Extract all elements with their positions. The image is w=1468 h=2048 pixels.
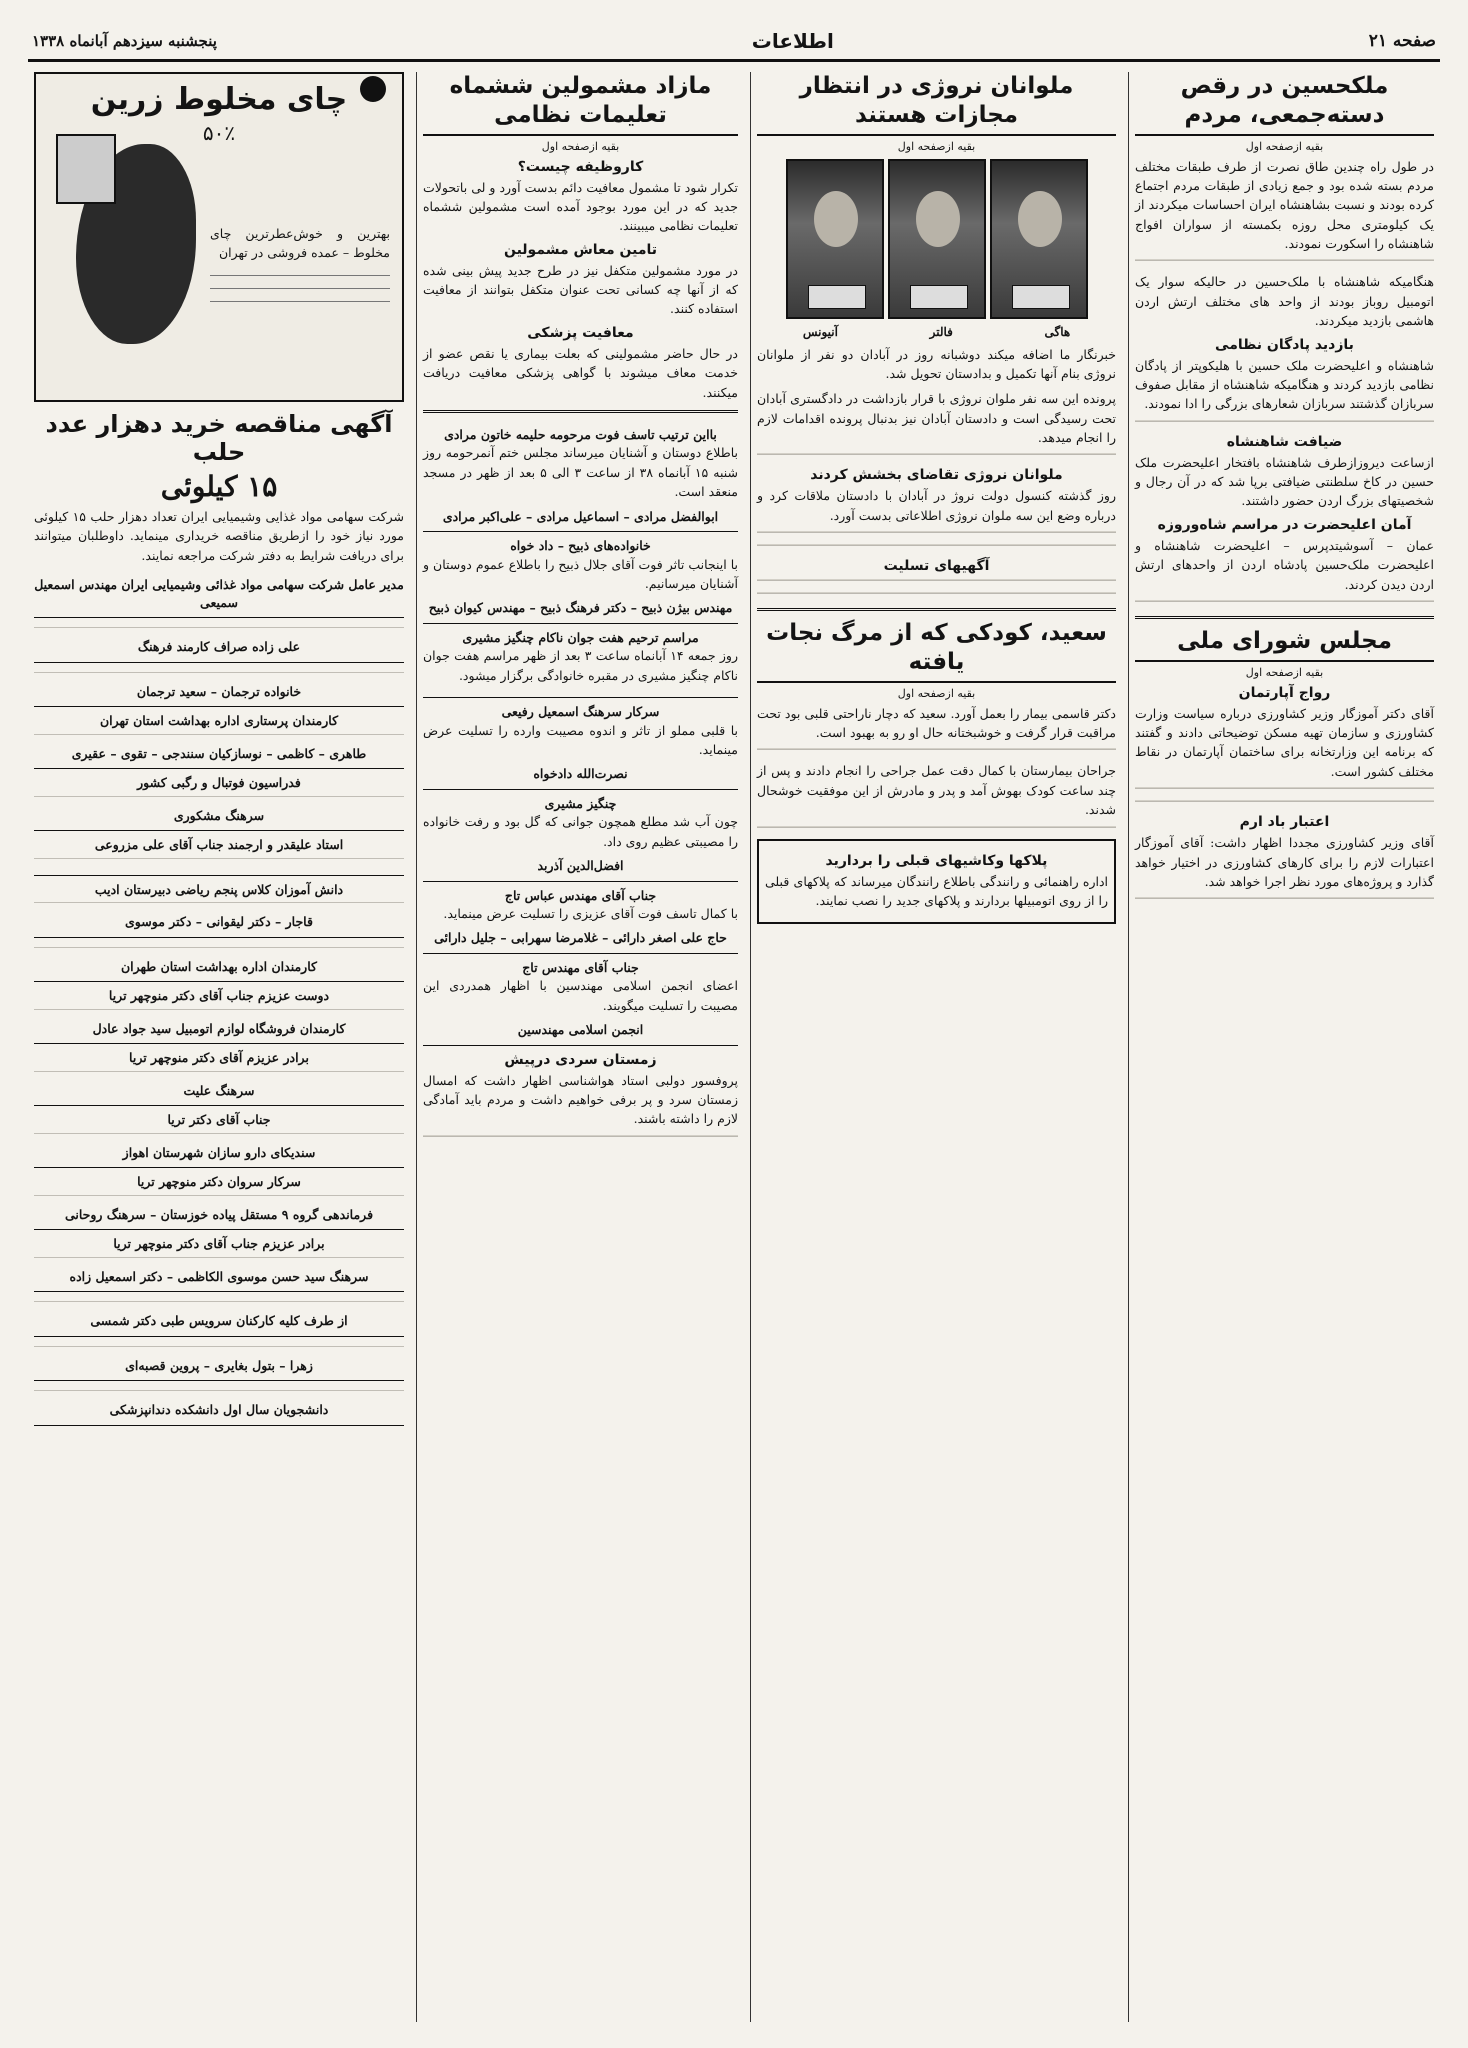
condolence-signature: سرکار سروان دکتر منوچهر تریا [137, 1174, 301, 1190]
article-paragraph: در مورد مشمولین متکفل نیز در طرح جدید پیش بینی شده که از آنها چه کسانی تحت عنوان متکفل بتوانند از معافیت استفاده کنند. [423, 262, 738, 317]
condolence-signature: سرهنگ علیت [183, 1082, 255, 1098]
notice-title: مراسم ترحیم هفت جوان ناکام چنگیز مشیری [462, 629, 699, 645]
subheading: آگهیهای تسلیت [883, 558, 990, 575]
condolence-notice [423, 624, 738, 698]
column-ads [28, 72, 410, 2022]
text-lines [1135, 259, 1434, 267]
article-paragraph: ازساعت دیروزازطرف شاهنشاه بافتخار اعلیحضرت ملک حسین در کاخ سلطنتی ضیافتی برپا شد که در آن رجال و شخصیتهای بزرگ اردن حضور داشتند. [1135, 454, 1434, 509]
notice-signature: ابوالفضل مرادی – اسماعیل مرادی – علی‌اکبر مرادی [442, 508, 719, 524]
article-paragraph: آقای وزیر کشاورزی مجددا اظهار داشت: آقای آموزگار اعتبارات لازم را برای کارهای کشاورزی در اختیار خواهد گذارد و پروژه‌های مورد نظر اجرا خواهد شد. [1135, 835, 1434, 889]
notice-signature: نصرت‌الله دادخواه [533, 766, 628, 782]
subheading: بازدید پادگان نظامی [1215, 336, 1354, 353]
notice-signature: افضل‌الدین آذربد [537, 858, 624, 873]
notice-title: جناب آقای مهندس تاج [522, 959, 639, 975]
text-lines [757, 453, 1116, 461]
condolence-item [34, 1044, 404, 1106]
condolence-item [34, 1292, 404, 1337]
article-paragraph: آقای دکتر آموزگار وزیر کشاورزی درباره سیاست وزارت کشاورزی و سازمان تهیه مسکن توضیحاتی دادند و گفتند که برنامه این وزارتخانه برای ساختمان آپارتمان در نقاط مختلف کشور است. [1135, 705, 1434, 779]
subheading: رواج آپارتمان [1238, 684, 1331, 701]
text-lines [1135, 420, 1434, 428]
notice-text: با اینجانب تاثر فوت آقای جلال ذبیح را باطلاع عموم دوستان و آشنایان میرسانیم. [423, 556, 738, 591]
photo-caption: هاگی [1044, 324, 1071, 339]
condolence-item [34, 938, 404, 983]
tender-signature: مدیر عامل شرکت سهامی مواد غذائی وشیمیایی ایران مهندس اسمعیل سمیعی [34, 577, 404, 610]
condolence-item [34, 618, 404, 663]
condolence-signature: علی زاده صراف کارمند فرهنگ [137, 639, 301, 655]
notice-title: چنگیز مشیری [544, 795, 617, 811]
box-title: پلاکها وکاشیهای قبلی را بردارید [825, 852, 1048, 869]
article-paragraph: پروفسور دولبی استاد هواشناسی اظهار داشت که امسال زمستان سرد و پر برفی خواهیم داشت و مردم باید آمادگی لازم را داشته باشند. [423, 1072, 738, 1127]
continued-label: بقیه ازصفحه اول [1245, 665, 1324, 679]
ad-text: بهترین و خوش‌عطرترین چای مخلوط – عمده فروشی در تهران [210, 226, 390, 261]
notice-text: روز جمعه ۱۴ آبانماه ساعت ۳ بعد از ظهر مراسم هفت جوان ناکام چنگیز مشیری در مقبره خانوادگی برگزار میشود. [423, 648, 739, 683]
condolence-signature: طاهری – کاظمی – نوسازکیان سنندجی – تقوی – عقیری [71, 745, 367, 761]
condolence-signature: سندیکای دارو سازان شهرستان اهواز [122, 1144, 316, 1160]
condolence-item [34, 876, 404, 938]
condolence-item [34, 1168, 404, 1230]
mugshot-photo [888, 159, 986, 319]
continued-label: بقیه ازصفحه اول [541, 139, 620, 153]
column-military-conscripts [416, 72, 744, 2022]
mugshot-photo [990, 159, 1088, 319]
condolence-item [34, 663, 404, 708]
column-hussein-parliament [1128, 72, 1440, 2022]
headline-parliament: مجلس شورای ملی [1135, 627, 1434, 662]
article-paragraph: هنگامیکه شاهنشاه با ملک‌حسین در حالیکه سوار یک اتومبیل روباز بودند از واحد های مختلف ارتش اردن هاشمی بازدید میکردند. [1135, 274, 1434, 329]
ad-text-block [210, 224, 390, 302]
article-paragraph: عمان – آسوشیتدپرس – اعلیحضرت شاهنشاه و اعلیحضرت ملک‌حسین پادشاه اردن از واحدهای ارتش اردن دیدن کردند. [1135, 537, 1434, 592]
continued-label: بقیه ازصفحه اول [897, 686, 976, 700]
condolence-signature: استاد علیقدر و ارجمند جناب آقای علی مزروعی [94, 837, 344, 853]
condolence-signature: برادر عزیزم آقای دکتر منوچهر تریا [129, 1050, 309, 1066]
headline-hussein: ملکحسین در رقص دسته‌جمعی، مردم [1135, 72, 1434, 136]
article-paragraph: شاهنشاه و اعلیحضرت ملک حسین با هلیکوپتر از پادگان نظامی بازدید کردند و هنگامیکه شاهنشاه از مقابل صفوف سربازان گذشتند سربازان شعارهای بزرگی را ادا نمودند. [1135, 357, 1434, 412]
page-number: صفحه ۲۱ [1368, 30, 1436, 51]
condolence-signature: دوست عزیزم جناب آقای دکتر منوچهر تریا [108, 988, 330, 1004]
condolence-signature: از طرف کلیه کارکنان سرویس طبی دکتر شمسی [90, 1313, 348, 1329]
notice-text: چون آب شد مطلع همچون جوانی که گل بود و رفت خانواده را مصیبتی عظیم روی داد. [423, 814, 738, 849]
condolence-signature: سرهنگ مشکوری [173, 807, 265, 823]
notice-text: باطلاع دوستان و آشنایان میرساند مجلس ختم آنمرحومه روز شنبه ۱۵ آبانماه ۳۸ از ساعت ۳ الی ۵ بعد از ظهر در مسجد منعقد است. [423, 445, 738, 500]
notice-signature: حاج علی اصغر دارائی – غلامرضا سهرابی – جلیل دارائی [434, 930, 727, 946]
newspaper-page [28, 22, 1440, 2026]
text-lines [1135, 787, 1434, 795]
condolence-notice [423, 882, 738, 954]
notice-text: با کمال تاسف فوت آقای عزیزی را تسلیت عرض مینماید. [443, 906, 738, 921]
notice-signature: مهندس بیژن ذبیح – دکتر فرهنگ ذبیح – مهندس کیوان ذبیح [428, 600, 733, 616]
condolence-signature: فدراسیون فوتبال و رگبی کشور [137, 775, 301, 791]
divider [1135, 616, 1434, 619]
article-paragraph: جراحان بیمارستان با کمال دقت عمل جراحی را انجام دادند و پس از چند ساعت کودک بهوش آمد و پدر و مادرش از این موفقیت خوشحال شدند. [757, 763, 1116, 818]
text-lines [423, 1135, 738, 1143]
condolence-item [34, 707, 404, 769]
notice-signature: انجمن اسلامی مهندسین [517, 1022, 644, 1038]
notice-text: با قلبی مملو از تاثر و اندوه مصیبت وارده را تسلیت عرض مینماید. [423, 722, 738, 757]
condolence-notice [423, 532, 738, 624]
text-lines [757, 544, 1116, 552]
ad-percent: ۵۰٪ [202, 121, 236, 145]
box-text: اداره راهنمائی و رانندگی باطلاع رانندگان میرساند که پلاکهای قبلی را از روی اتومبیلها بردارند و پلاکهای جدید را نصب نمایند. [765, 873, 1108, 908]
text-lines [757, 531, 1116, 539]
article-paragraph: در طول راه چندین طاق نصرت از طرف طبقات مختلف مردم بسته شده بود و جمع زیادی از طبقات مردم اجتماع کرده بودند و نسبت بشاهنشاه ایران احساسات میکردند از یک کیلومتری محل روزه بکمسته از سواران افواج شاهنشاه را اسکورت نمودند. [1135, 158, 1434, 251]
condolence-item [34, 831, 404, 876]
text-lines [1135, 897, 1434, 905]
headline-sailors: ملوانان نروژی در انتظار مجازات هستند [757, 72, 1116, 136]
photo-caption: فالتر [929, 324, 953, 339]
condolence-signature: سرهنگ سید حسن موسوی الکاظمی – دکتر اسمعیل زاده [69, 1268, 369, 1284]
condolence-notice [423, 698, 738, 790]
condolence-signature: کارمندان اداره بهداشت استان طهران [121, 958, 317, 974]
article-paragraph: خبرنگار ما اضافه میکند دوشبانه روز در آبادان دو نفر از ملوانان نروژی بنام آنها تکمیل و بدادستان تحویل شد. [757, 346, 1116, 381]
headline-saeed: سعید، کودکی که از مرگ نجات یافته [757, 619, 1116, 683]
condolence-item [34, 982, 404, 1044]
condolence-notice [423, 790, 738, 882]
publication-name: اطلاعات [751, 28, 834, 53]
headline-conscripts: مازاد مشمولین ششماه تعلیمات نظامی [423, 72, 738, 136]
condolence-notice [423, 954, 738, 1046]
subheading: زمستان سردی درپیش [504, 1051, 657, 1068]
condolence-item [34, 1230, 404, 1292]
text-lines [1135, 600, 1434, 608]
condolence-signature: کارمندان پرستاری اداره بهداشت استان تهران [99, 713, 339, 729]
divider [423, 410, 738, 413]
notice-title: خانواده‌های ذبیح – داد خواه [510, 538, 651, 553]
mugshot-photos [757, 159, 1116, 319]
notice-title: جناب آقای مهندس عباس تاج [504, 887, 657, 903]
article-paragraph: دکتر قاسمی بیمار را بعمل آورد. سعید که دچار ناراحتی قلبی بود تحت مراقبت قرار گرفت و خوشبختانه حال او رو به بهبود است. [757, 705, 1116, 740]
condolence-item [34, 1337, 404, 1382]
condolence-signature: دانش آموزان کلاس پنجم ریاضی دبیرستان ادیب [94, 881, 344, 897]
text-lines [757, 579, 1116, 587]
subheading: آمان اعلیحضرت در مراسم شاه‌وروزه [1157, 516, 1412, 533]
tea-advertisement [34, 72, 404, 402]
tender-text: شرکت سهامی مواد غذایی وشیمیایی ایران تعداد دهزار حلب ۱۵ کیلوئی مورد نیاز خود را ازطریق مناقصه خریداری مینماید. داوطلبان میتوانند برای دریافت شرایط به دفتر شرکت مراجعه نمایند. [34, 509, 404, 563]
condolence-signature: کارمندان فروشگاه لوازم اتومبیل سید جواد عادل [92, 1020, 346, 1036]
text-lines [1135, 800, 1434, 808]
mugshot-photo [786, 159, 884, 319]
article-paragraph: در حال حاضر مشمولینی که بعلت بیماری یا نقص عضو از خدمت معاف میشوند با گواهی پزشکی معافیت دریافت میکنند. [423, 345, 738, 400]
condolence-item [34, 769, 404, 831]
text-lines [757, 826, 1116, 834]
continued-label: بقیه ازصفحه اول [897, 139, 976, 153]
tea-box-icon [56, 134, 116, 204]
condolence-signature: دانشجویان سال اول دانشکده دندانپزشکی [109, 1402, 329, 1418]
logo-icon [360, 76, 386, 102]
condolence-signature: برادر عزیزم جناب آقای دکتر منوچهر تریا [113, 1236, 325, 1252]
condolence-notice [423, 421, 738, 532]
subheading: ضیافت شاهنشاه [1226, 433, 1343, 450]
condolence-item [34, 1106, 404, 1168]
article-paragraph: تکرار شود تا مشمول معافیت دائم بدست آورد و لی باتحولات جدید که در این مورد بوجود آمده است مشمولین ششماه تعلیمات نظامی میبینند. [423, 179, 738, 234]
tender-quantity: ۱۵ کیلوئی [160, 470, 278, 503]
subheading: ملوانان نروژی تقاضای بخشش کردند [810, 467, 1063, 484]
text-lines [757, 592, 1116, 600]
article-paragraph: روز گذشته کنسول دولت نروژ در آبادان با دادستان ملاقات کرد و درباره وضع این سه ملوان نروژی اطلاعاتی بدست آورد. [757, 488, 1116, 523]
photo-captions [757, 325, 1116, 339]
notice-title: سرکار سرهنگ اسمعیل رفیعی [501, 704, 660, 719]
plates-notice-box [757, 839, 1116, 925]
notice-text: اعضای انجمن اسلامی مهندسین با اظهار همدردی این مصیبت را تسلیت میگویند. [423, 978, 738, 1013]
condolence-signature: جناب آقای دکتر تریا [167, 1112, 271, 1128]
tender-title: آگهی مناقصه خرید دهزار عدد حلب [45, 410, 393, 466]
tender-signature-block [34, 571, 404, 618]
subheading: تامین معاش مشمولین [503, 241, 658, 258]
masthead [28, 22, 1440, 62]
notice-title: بااین ترتیب تاسف فوت مرحومه حلیمه خاتون مرادی [444, 426, 717, 442]
text-lines [757, 748, 1116, 756]
ad-brand: چای مخلوط زرین [90, 82, 348, 117]
condolence-item [34, 1381, 404, 1426]
condolence-signature: قاجار – دکتر لیقوانی – دکتر موسوی [125, 914, 313, 930]
article-paragraph: پرونده این سه نفر ملوان نروژی با قرار بازداشت در دادگستری آبادان تحت رسیدگی است و دادستان آبادان نیز بدنبال پرونده اقدامات لازم را انجام میدهد. [757, 391, 1116, 445]
subheading: کاروظیفه چیست؟ [517, 158, 644, 175]
issue-date: پنجشنبه سیزدهم آبانماه ۱۳۳۸ [32, 31, 217, 50]
condolence-signature: زهرا – بتول بغایری – پروین قصبه‌ای [125, 1357, 313, 1373]
condolence-signature: خانواده ترجمان – سعید ترجمان [136, 683, 302, 699]
column-norwegian-sailors [750, 72, 1122, 2022]
divider [757, 608, 1116, 611]
condolence-signature: فرماندهی گروه ۹ مستقل پیاده خوزستان – سرهنگ روحانی [64, 1206, 374, 1222]
continued-label: بقیه ازصفحه اول [1245, 139, 1324, 153]
photo-caption: آنیونس [802, 324, 838, 339]
subheading: معافیت پزشکی [527, 324, 634, 341]
subheading: اعتبار باد ارم [1239, 814, 1330, 831]
